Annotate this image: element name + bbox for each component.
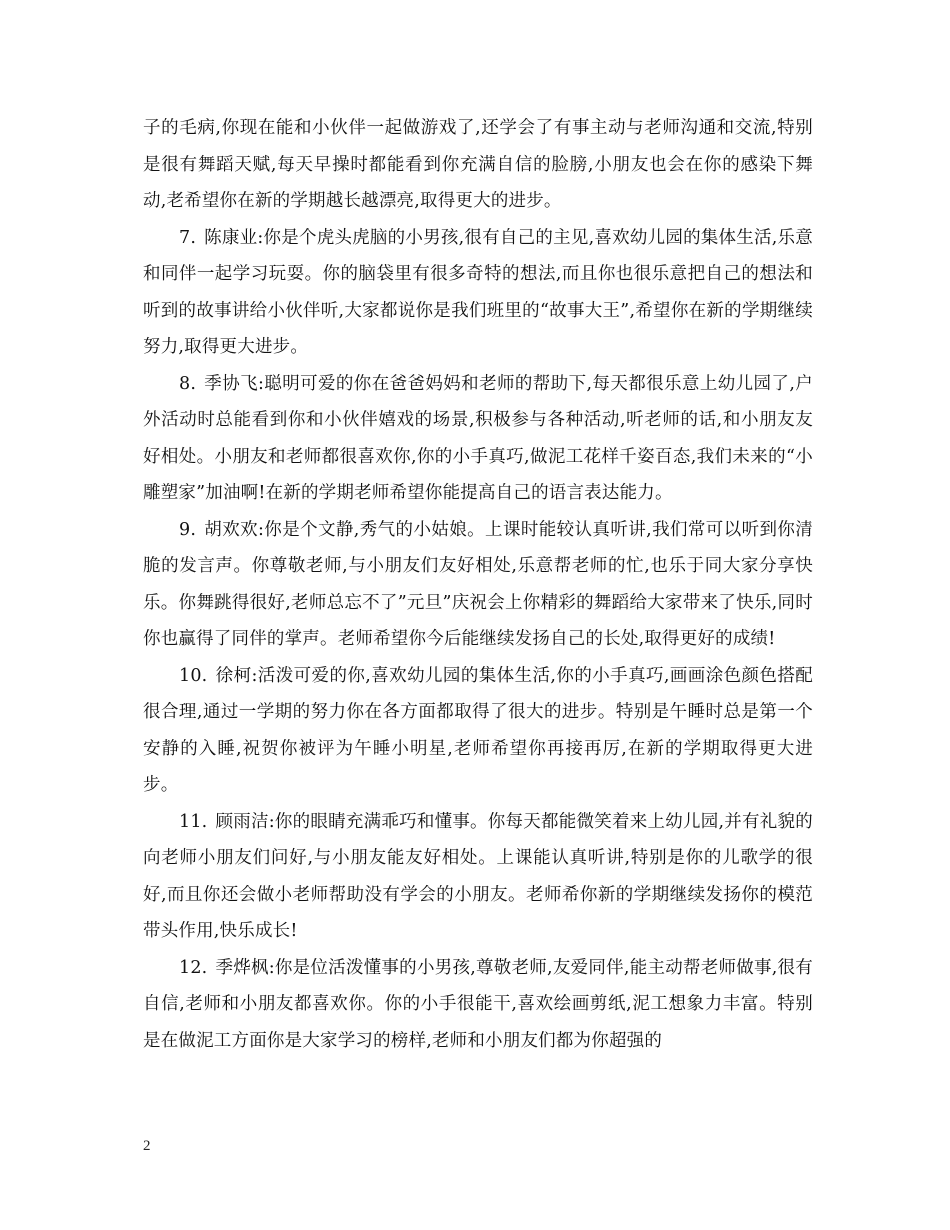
entry-text: 徐柯:活泼可爱的你,喜欢幼儿园的集体生活,你的小手真巧,画画涂色颜色搭配很合理,通过一学期的努力你在各方面都取得了很大的进步。特别是午睡时总是第一个安静的入睡,祝贺你被评为午睡小明星,老师希望你再接再厉,在新的学期取得更大进步。	[143, 665, 813, 795]
entry-paragraph-10	[143, 658, 813, 804]
entry-text: 陈康业:你是个虎头虎脑的小男孩,很有自己的主见,喜欢幼儿园的集体生活,乐意和同伴一起学习玩耍。你的脑袋里有很多奇特的想法,而且你也很乐意把自己的想法和听到的故事讲给小伙伴听,大家都说你是我们班里的“故事大王”,希望你在新的学期继续努力,取得更大进步。	[143, 227, 813, 357]
entry-paragraph-11	[143, 804, 813, 950]
entry-number: 8.	[179, 373, 197, 394]
intro-paragraph	[143, 110, 813, 220]
entry-paragraph-12	[143, 950, 813, 1060]
document-body	[143, 110, 813, 1059]
entry-number: 9.	[179, 519, 197, 540]
entry-text: 季烨枫:你是位活泼懂事的小男孩,尊敬老师,友爱同伴,能主动帮老师做事,很有自信,老师和小朋友都喜欢你。你的小手很能干,喜欢绘画剪纸,泥工想象力丰富。特别是在做泥工方面你是大家学习的榜样,老师和小朋友们都为你超强的	[143, 957, 813, 1051]
intro-text: 子的毛病,你现在能和小伙伴一起做游戏了,还学会了有事主动与老师沟通和交流,特别是很有舞蹈天赋,每天早操时都能看到你充满自信的脸膀,小朋友也会在你的感染下舞动,老希望你在新的学期越长越漂亮,取得更大的进步。	[143, 118, 813, 211]
entry-number: 12.	[179, 957, 208, 978]
entry-text: 季协飞:聪明可爱的你在爸爸妈妈和老师的帮助下,每天都很乐意上幼儿园了,户外活动时总能看到你和小伙伴嬉戏的场景,积极参与各种活动,听老师的话,和小朋友友好相处。小朋友和老师都很喜欢你,你的小手真巧,做泥工花样千姿百态,我们未来的“小雕塑家”加油啊!在新的学期老师希望你能提高自己的语言表达能力。	[143, 373, 813, 503]
entry-paragraph-8	[143, 366, 813, 512]
entry-paragraph-9	[143, 512, 813, 658]
entry-number: 11.	[179, 811, 208, 832]
entry-number: 10.	[179, 665, 208, 686]
entry-text: 胡欢欢:你是个文静,秀气的小姑娘。上课时能较认真听讲,我们常可以听到你清脆的发言声。你尊敬老师,与小朋友们友好相处,乐意帮老师的忙,也乐于同大家分享快乐。你舞跳得很好,老师总忘不了”元旦”庆祝会上你精彩的舞蹈给大家带来了快乐,同时你也赢得了同伴的掌声。老师希望你今后能继续发扬自己的长处,取得更好的成绩!	[143, 519, 813, 649]
entry-paragraph-7	[143, 220, 813, 366]
entry-number: 7.	[179, 227, 197, 248]
entry-text: 顾雨洁:你的眼睛充满乖巧和懂事。你每天都能微笑着来上幼儿园,并有礼貌的向老师小朋友们问好,与小朋友能友好相处。上课能认真听讲,特别是你的儿歌学的很好,而且你还会做小老师帮助没有学会的小朋友。老师希你新的学期继续发扬你的模范带头作用,快乐成长!	[143, 811, 813, 941]
page-number: 2	[143, 1138, 151, 1154]
